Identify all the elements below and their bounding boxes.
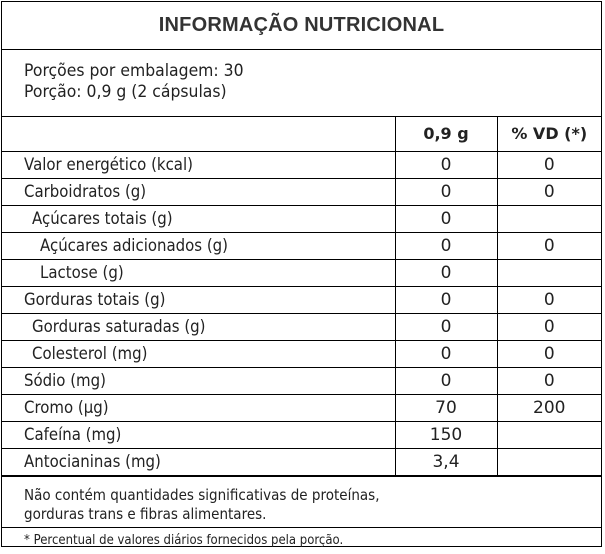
nutrient-name — [2, 313, 395, 340]
table-row — [2, 205, 601, 232]
nutrition-table — [2, 117, 601, 476]
nutrient-name-text: Lactose (g) — [40, 262, 124, 283]
portions-per-package: Porções por embalagem: 30 — [24, 61, 244, 81]
nutrient-amount: 0 — [395, 259, 497, 286]
nutrient-amount: 0 — [395, 286, 497, 313]
portion-size: Porção: 0,9 g (2 cápsulas) — [24, 82, 227, 102]
nutrient-amount: 0 — [395, 178, 497, 205]
header-nutrient — [2, 117, 395, 151]
nutrient-name — [2, 448, 395, 475]
nutrient-amount: 0 — [395, 151, 497, 178]
nutrient-name-text: Cafeína (mg) — [24, 424, 122, 445]
nutrient-amount: 70 — [395, 394, 497, 421]
nutrient-daily-value: 0 — [497, 313, 601, 340]
table-row — [2, 232, 601, 259]
nutrient-daily-value: 200 — [497, 394, 601, 421]
nutrient-daily-value: 0 — [497, 151, 601, 178]
nutrient-daily-value: 0 — [497, 367, 601, 394]
nutrient-name — [2, 394, 395, 421]
nutrient-daily-value: 0 — [497, 286, 601, 313]
nutrient-name-text: Carboidratos (g) — [24, 181, 147, 202]
nutrient-name-text: Gorduras saturadas (g) — [32, 316, 206, 337]
nutrient-amount: 150 — [395, 421, 497, 448]
table-row — [2, 313, 601, 340]
nutrient-daily-value: 0 — [497, 232, 601, 259]
nutrient-amount: 0 — [395, 232, 497, 259]
header-amount: 0,9 g — [395, 117, 497, 151]
nutrient-name-text: Antocianinas (mg) — [24, 451, 161, 472]
nutrient-name — [2, 151, 395, 178]
nutrient-name-text: Colesterol (mg) — [32, 343, 148, 364]
nutrient-name — [2, 286, 395, 313]
nutrient-name — [2, 232, 395, 259]
nutrient-daily-value: 0 — [497, 340, 601, 367]
nutrient-amount: 3,4 — [395, 448, 497, 475]
table-row — [2, 259, 601, 286]
table-row — [2, 421, 601, 448]
nutrition-facts-label — [1, 1, 602, 547]
nutrient-name-text: Valor energético (kcal) — [24, 154, 193, 175]
nutrient-name-text: Açúcares adicionados (g) — [40, 235, 229, 256]
nutrient-name-text: Cromo (µg) — [24, 397, 109, 418]
nutrient-amount: 0 — [395, 313, 497, 340]
table-header-row — [2, 117, 601, 151]
table-row — [2, 340, 601, 367]
footnote-text: * Percentual de valores diários fornecidos pela porção. — [24, 532, 344, 548]
table-row — [2, 394, 601, 421]
table-row — [2, 367, 601, 394]
serving-info — [2, 50, 601, 117]
nutrient-name-text: Sódio (mg) — [24, 370, 106, 391]
table-row — [2, 286, 601, 313]
header-daily-value: % VD (*) — [497, 117, 601, 151]
footnote — [2, 527, 601, 554]
nutrition-note — [2, 476, 601, 527]
nutrient-name-text: Gorduras totais (g) — [24, 289, 166, 310]
nutrient-name — [2, 367, 395, 394]
nutrient-name — [2, 421, 395, 448]
nutrient-amount: 0 — [395, 340, 497, 367]
nutrient-amount: 0 — [395, 205, 497, 232]
nutrient-name — [2, 259, 395, 286]
nutrient-name-text: Açúcares totais (g) — [32, 208, 173, 229]
nutrient-amount: 0 — [395, 367, 497, 394]
note-line-1: Não contém quantidades significativas de proteínas, — [24, 485, 380, 504]
nutrient-name — [2, 340, 395, 367]
nutrient-name — [2, 178, 395, 205]
nutrient-daily-value: 0 — [497, 178, 601, 205]
table-row — [2, 448, 601, 475]
label-title: INFORMAÇÃO NUTRICIONAL — [2, 2, 601, 50]
nutrient-daily-value — [497, 421, 601, 448]
nutrient-daily-value — [497, 259, 601, 286]
table-row — [2, 151, 601, 178]
nutrient-name — [2, 205, 395, 232]
note-line-2: gorduras trans e fibras alimentares. — [24, 504, 267, 523]
nutrient-daily-value — [497, 448, 601, 475]
nutrient-daily-value — [497, 205, 601, 232]
table-row — [2, 178, 601, 205]
